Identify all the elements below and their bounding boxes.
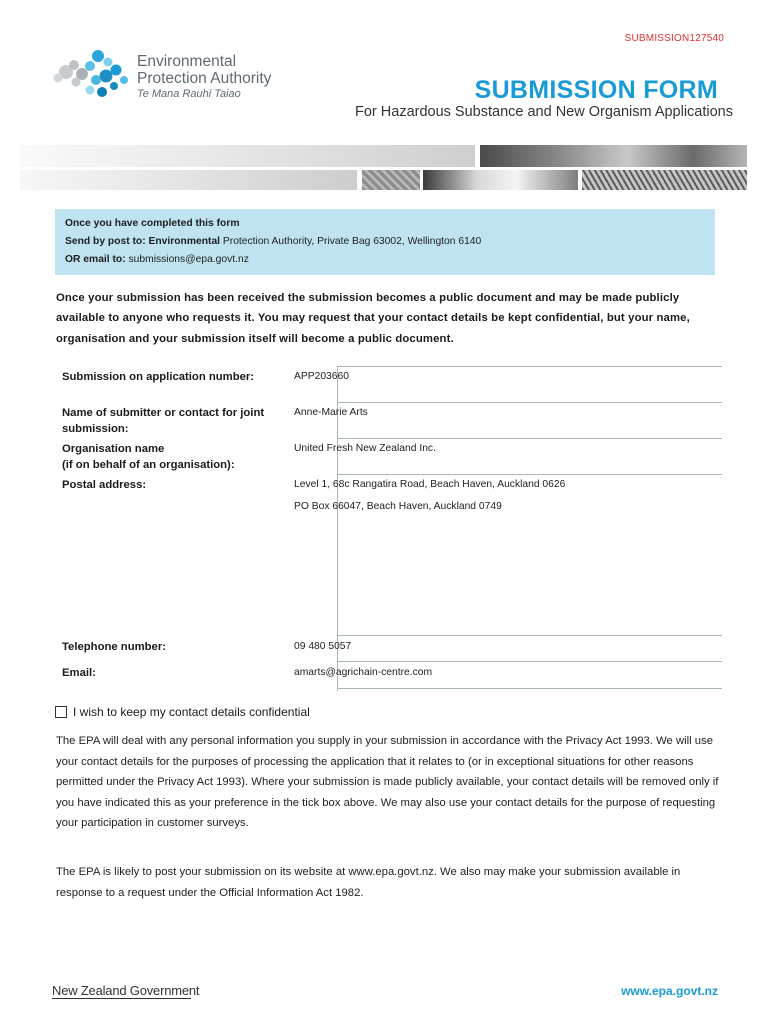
footer-website-link[interactable]: www.epa.govt.nz (621, 984, 718, 998)
logo-line-2: Protection Authority (137, 70, 272, 87)
postal-address-line-1[interactable]: Level 1, 68c Rangatira Road, Beach Haven, Auckland 0626 (294, 479, 566, 490)
instructions-heading: Once you have completed this form (65, 218, 240, 229)
page-title: SUBMISSION FORM (474, 76, 718, 104)
nz-government-logo: New Zealand Government (52, 983, 200, 998)
submission-id: SUBMISSION127540 (624, 33, 724, 44)
application-number-label: Submission on application number: (62, 371, 255, 383)
submitter-name-label: Name of submitter or contact for joint submission: (62, 407, 265, 435)
post-instructions (65, 236, 481, 247)
submitter-details-table (55, 366, 722, 691)
logo-wordmark (137, 53, 271, 102)
website-paragraph: The EPA is likely to post your submission on its website at www.epa.govt.nz. We also may make your submission available in response to a request under the Official Information Act 1982. (56, 866, 681, 899)
confidential-checkbox-label[interactable]: I wish to keep my contact details confidential (73, 705, 310, 719)
logo-line-1: Environmental (137, 53, 237, 70)
epa-logo-icon (52, 48, 134, 100)
organisation-field[interactable]: United Fresh New Zealand Inc. (294, 443, 436, 454)
privacy-paragraph: The EPA will deal with any personal information you supply in your submission in accordance with the Privacy Act 1993. We will use your contact details for the purposes of processing the application that it relates to (or in exceptional situations for other reasons permitted under the Privacy Act 1993). Where your submission is made publicly available, your contact details will be removed only if you have indicated this as your preference in the tick box above. We may also use your contact details for the purpose of requesting your participation in customer surveys. (56, 735, 719, 830)
telephone-field[interactable]: 09 480 5057 (294, 641, 352, 652)
public-document-notice: Once your submission has been received the submission becomes a public document and may be made publicly available to anyone who requests it. You may request that your contact details be kept confidential, but your name, organisation and your submission itself will become a public document. (56, 292, 690, 345)
instructions-box (55, 209, 715, 275)
email-instructions (65, 254, 249, 265)
email-label: OR email to: (65, 254, 126, 265)
post-address: Protection Authority, Private Bag 63002, Wellington 6140 (220, 236, 482, 247)
confidential-checkbox[interactable] (55, 706, 67, 718)
page-subtitle: For Hazardous Substance and New Organism Applications (355, 104, 733, 120)
email-address[interactable]: submissions@epa.govt.nz (125, 254, 249, 265)
postal-address-label: Postal address: (62, 479, 147, 491)
nz-government-underline (52, 998, 191, 999)
application-number-field[interactable]: APP203660 (294, 371, 349, 382)
submitter-name-field[interactable]: Anne-Marie Arts (294, 407, 368, 418)
email-field-label: Email: (62, 667, 96, 679)
logo-line-3: Te Mana Rauhī Taiao (137, 88, 241, 100)
email-field[interactable]: amarts@agrichain-centre.com (294, 667, 433, 678)
postal-address-line-2[interactable]: PO Box 66047, Beach Haven, Auckland 0749 (294, 501, 502, 512)
organisation-label: Organisation name (if on behalf of an organisation): (62, 443, 235, 471)
post-label: Send by post to: Environmental (65, 236, 221, 247)
telephone-label: Telephone number: (62, 641, 166, 653)
